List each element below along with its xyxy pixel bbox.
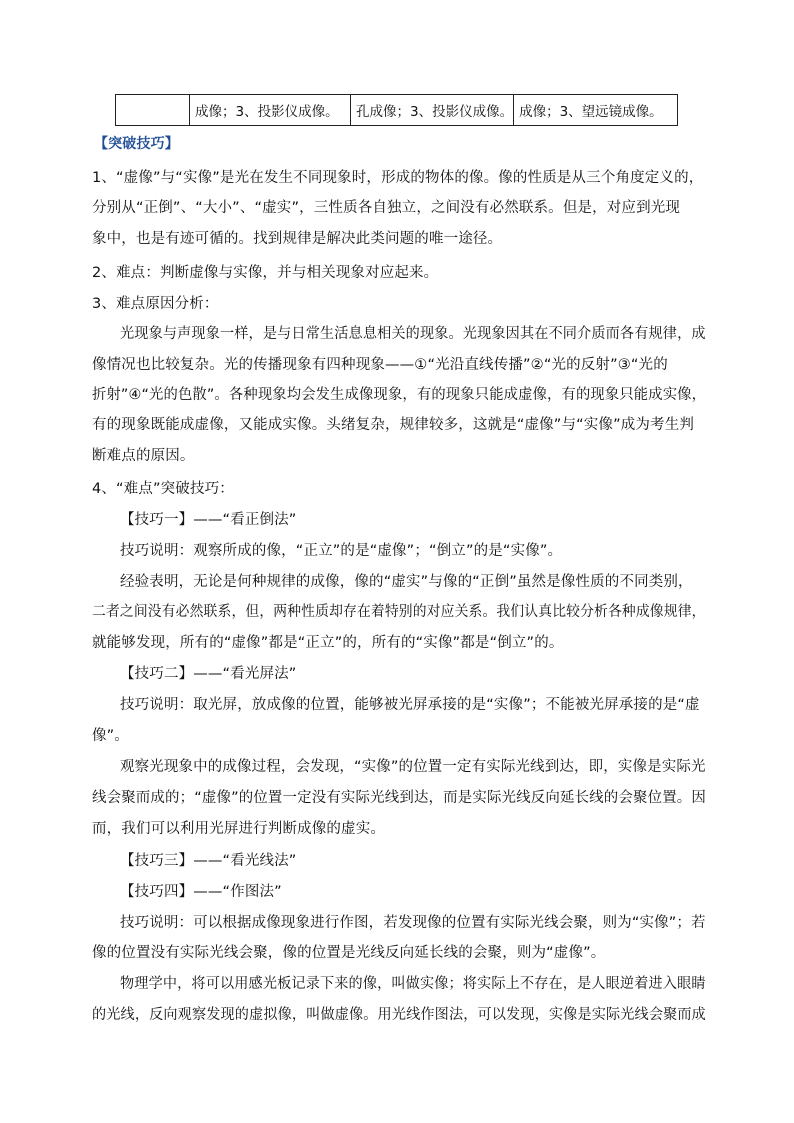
- paragraph-line: 二者之间没有必然联系，但，两种性质却存在着特别的对应关系。我们认真比较分析各种成像规律，: [92, 604, 706, 620]
- paragraph-line: 断难点的原因。: [92, 448, 195, 464]
- technique-heading: 【技巧四】——“作图法”: [120, 884, 282, 900]
- paragraph-line: 技巧说明：取光屏，放成像的位置，能够被光屏承接的是“实像”；不能被光屏承接的是“虚: [120, 697, 700, 713]
- paragraph-line: 技巧说明：观察所成的像，“正立”的是“虚像”；“倒立”的是“实像”。: [120, 543, 563, 559]
- table-cell: 孔成像；3、投影仪成像。: [351, 95, 514, 126]
- paragraph-line: 有的现象既能成虚像，又能成实像。头绪复杂，规律较多，这就是“虚像”与“实像”成为考生判: [92, 417, 694, 433]
- paragraph-line: 分别从“正倒”、“大小”、“虚实”，三性质各自独立，之间没有必然联系。但是，对应到光现: [92, 200, 681, 216]
- paragraph-line: 像”。: [92, 728, 129, 744]
- comparison-table-fragment: [115, 94, 678, 126]
- technique-heading: 【技巧三】——“看光线法”: [120, 853, 297, 869]
- technique-heading: 【技巧一】——“看正倒法”: [120, 512, 297, 528]
- paragraph-line: 的光线，反向观察发现的虚拟像，叫做虚像。用光线作图法，可以发现，实像是实际光线会聚而成: [92, 1007, 706, 1023]
- paragraph-line: 像情况也比较复杂。光的传播现象有四种现象——①“光沿直线传播”②“光的反射”③“光的: [92, 357, 668, 373]
- paragraph-line: 而，我们可以利用光屏进行判断成像的虚实。: [92, 821, 385, 837]
- paragraph-line: 物理学中，将可以用感光板记录下来的像，叫做实像；将实际上不存在，是人眼逆着进入眼睛: [120, 976, 706, 992]
- paragraph-line: 折射”④“光的色散”。各种现象均会发生成像现象，有的现象只能成虚像，有的现象只能成实像，: [92, 387, 707, 403]
- table-cell: 成像；3、投影仪成像。: [190, 95, 351, 126]
- paragraph-line: 观察光现象中的成像过程，会发现，“实像”的位置一定有实际光线到达，即，实像是实际光: [120, 759, 706, 775]
- paragraph-line: 4、“难点”突破技巧：: [92, 481, 234, 497]
- paragraph-line: 1、“虚像”与“实像”是光在发生不同现象时，形成的物体的像。像的性质是从三个角度定义的，: [92, 170, 704, 186]
- paragraph-line: 经验表明，无论是何种规律的成像，像的“虚实”与像的“正倒”虽然是像性质的不同类别，: [120, 574, 693, 590]
- table-row: [116, 95, 678, 126]
- paragraph-line: 技巧说明：可以根据成像现象进行作图，若发现像的位置有实际光线会聚，则为“实像”；若: [120, 915, 706, 931]
- table-cell-empty: [116, 95, 190, 126]
- technique-heading: 【技巧二】——“看光屏法”: [120, 666, 297, 682]
- paragraph-line: 3、难点原因分析：: [92, 296, 219, 312]
- paragraph-line: 线会聚而成的；“虚像”的位置一定没有实际光线到达，而是实际光线反向延长线的会聚位置。因: [92, 790, 707, 806]
- paragraph-line: 像的位置没有实际光线会聚，像的位置是光线反向延长线的会聚，则为“虚像”。: [92, 945, 606, 961]
- paragraph-line: 就能够发现，所有的“虚像”都是“正立”的，所有的“实像”都是“倒立”的。: [92, 635, 564, 651]
- section-title: 【突破技巧】: [94, 136, 179, 152]
- paragraph-line: 象中，也是有迹可循的。找到规律是解决此类问题的唯一途径。: [92, 231, 503, 247]
- paragraph-line: 光现象与声现象一样，是与日常生活息息相关的现象。光现象因其在不同介质而各有规律，成: [120, 326, 706, 342]
- paragraph-line: 2、难点：判断虚像与实像，并与相关现象对应起来。: [92, 265, 439, 281]
- table-cell: 成像；3、望远镜成像。: [514, 95, 678, 126]
